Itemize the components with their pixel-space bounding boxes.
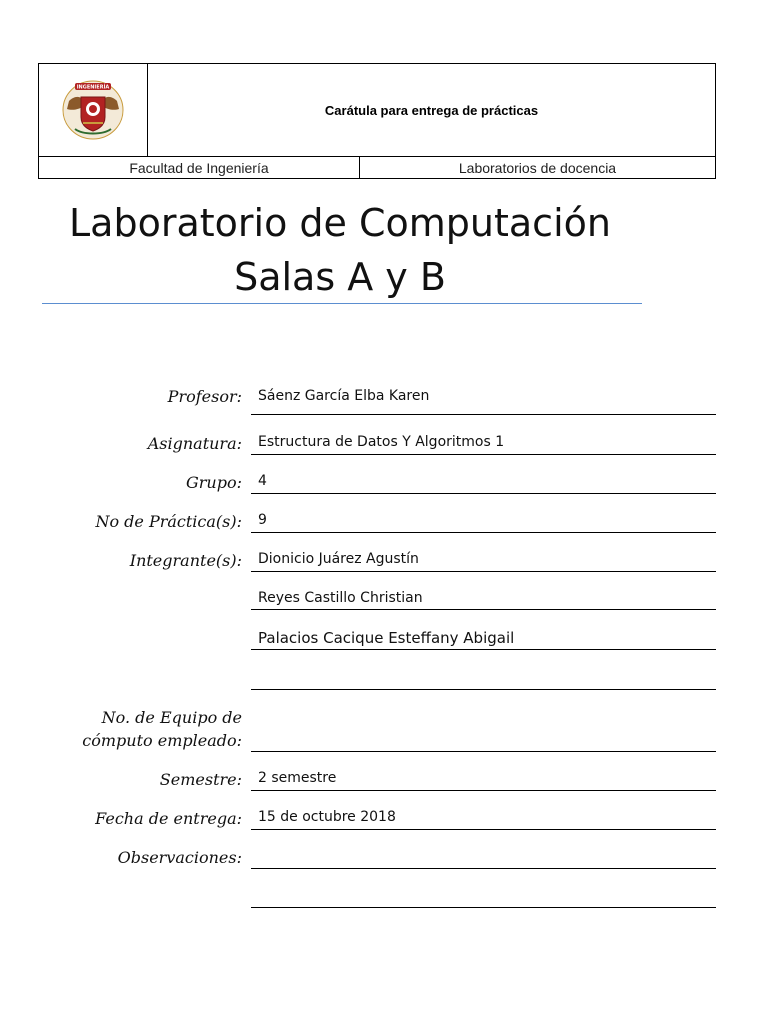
practica-line: [251, 532, 716, 533]
equipo-line: [251, 751, 716, 752]
integrante-2-line: [251, 609, 716, 610]
observaciones-label: Observaciones:: [117, 848, 242, 867]
unam-engineering-logo: [61, 79, 125, 141]
integrante-3-line: [251, 649, 716, 650]
asignatura-label: Asignatura:: [147, 434, 242, 453]
grupo-label: Grupo:: [186, 473, 242, 492]
integrantes-label: Integrante(s):: [129, 551, 242, 570]
fecha-label: Fecha de entrega:: [95, 809, 242, 828]
semestre-value: 2 semestre: [258, 770, 337, 786]
profesor-label: Profesor:: [167, 387, 242, 406]
observaciones-line-1: [251, 868, 716, 869]
document-title: Carátula para entrega de prácticas: [324, 102, 539, 118]
profesor-value: Sáenz García Elba Karen: [258, 388, 430, 404]
practica-label: No de Práctica(s):: [95, 512, 242, 531]
integrante-1-line: [251, 571, 716, 572]
asignatura-line: [251, 454, 716, 455]
observaciones-line-2: [251, 907, 716, 908]
main-title: [40, 196, 640, 304]
faculty-label: Facultad de Ingeniería: [39, 157, 360, 179]
header-row-2: [39, 156, 715, 179]
logo-cell: [39, 64, 148, 156]
logo-lettering: INGENIERÍA: [76, 84, 110, 91]
semestre-label: Semestre:: [159, 770, 242, 789]
integrante-3-value: Palacios Cacique Esteffany Abigail: [258, 629, 515, 647]
fecha-line: [251, 829, 716, 830]
profesor-line: [251, 414, 716, 415]
equipo-label-line-2: cómputo empleado:: [82, 731, 242, 750]
main-title-line-1: Laboratorio de Computación: [69, 201, 611, 245]
semestre-line: [251, 790, 716, 791]
grupo-line: [251, 493, 716, 494]
title-underline: [42, 303, 642, 304]
header-table: [38, 63, 716, 179]
fecha-value: 15 de octubre 2018: [258, 809, 396, 825]
asignatura-value: Estructura de Datos Y Algoritmos 1: [258, 434, 505, 450]
labs-label: Laboratorios de docencia: [458, 160, 617, 176]
integrante-1-value: Dionicio Juárez Agustín: [258, 551, 419, 567]
practica-value: 9: [258, 512, 267, 528]
integrante-4-line: [251, 689, 716, 690]
main-title-line-2: Salas A y B: [234, 255, 446, 299]
equipo-label-line-1: No. de Equipo de: [101, 708, 242, 727]
grupo-value: 4: [258, 473, 267, 489]
integrante-2-value: Reyes Castillo Christian: [258, 590, 423, 606]
